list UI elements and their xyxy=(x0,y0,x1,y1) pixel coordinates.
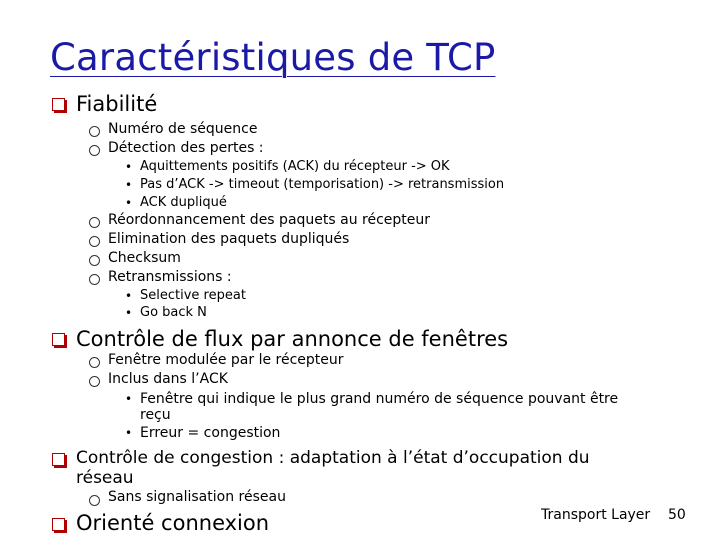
dot-bullet-icon: • xyxy=(125,289,133,303)
section-controle-congestion-continuation: réseau xyxy=(76,468,134,488)
sub-item: Erreur = congestion xyxy=(140,425,281,441)
list-item: Détection des pertes : xyxy=(108,140,264,156)
circle-bullet-icon xyxy=(89,236,100,247)
dot-bullet-icon: • xyxy=(125,196,133,210)
square-bullet-icon xyxy=(52,98,65,111)
sub-item: Pas d’ACK -> timeout (temporisation) -> retransmission xyxy=(140,177,505,192)
sub-item: Aquittements positifs (ACK) du récepteur -> OK xyxy=(140,159,450,174)
list-item: Sans signalisation réseau xyxy=(108,489,286,505)
list-item: Retransmissions : xyxy=(108,269,232,285)
sub-item: ACK dupliqué xyxy=(140,195,227,210)
sub-item-continuation: reçu xyxy=(140,407,171,423)
circle-bullet-icon xyxy=(89,357,100,368)
square-bullet-icon xyxy=(52,453,65,466)
section-controle-congestion: Contrôle de congestion : adaptation à l’état d’occupation du xyxy=(76,448,590,468)
sub-item: Selective repeat xyxy=(140,288,246,303)
dot-bullet-icon: • xyxy=(125,306,133,320)
dot-bullet-icon: • xyxy=(125,426,133,440)
footer-label: Transport Layer xyxy=(541,507,651,523)
page-title: Caractéristiques de TCP xyxy=(50,36,496,79)
page-number: 50 xyxy=(668,507,686,523)
circle-bullet-icon xyxy=(89,495,100,506)
list-item: Numéro de séquence xyxy=(108,121,258,137)
square-bullet-icon xyxy=(52,333,65,346)
circle-bullet-icon xyxy=(89,217,100,228)
circle-bullet-icon xyxy=(89,145,100,156)
list-item: Elimination des paquets dupliqués xyxy=(108,231,350,247)
list-item: Checksum xyxy=(108,250,181,266)
section-controle-flux: Contrôle de flux par annonce de fenêtres xyxy=(76,327,509,351)
section-oriente-connexion: Orienté connexion xyxy=(76,511,270,535)
dot-bullet-icon: • xyxy=(125,160,133,174)
circle-bullet-icon xyxy=(89,126,100,137)
list-item: Fenêtre modulée par le récepteur xyxy=(108,352,344,368)
dot-bullet-icon: • xyxy=(125,178,133,192)
section-fiabilite: Fiabilité xyxy=(76,92,158,116)
sub-item: Go back N xyxy=(140,305,207,320)
square-bullet-icon xyxy=(52,518,65,531)
dot-bullet-icon: • xyxy=(125,392,133,406)
list-item: Réordonnancement des paquets au récepteur xyxy=(108,212,431,228)
list-item: Inclus dans l’ACK xyxy=(108,371,228,387)
circle-bullet-icon xyxy=(89,255,100,266)
sub-item: Fenêtre qui indique le plus grand numéro de séquence pouvant être xyxy=(140,391,619,407)
circle-bullet-icon xyxy=(89,274,100,285)
circle-bullet-icon xyxy=(89,376,100,387)
